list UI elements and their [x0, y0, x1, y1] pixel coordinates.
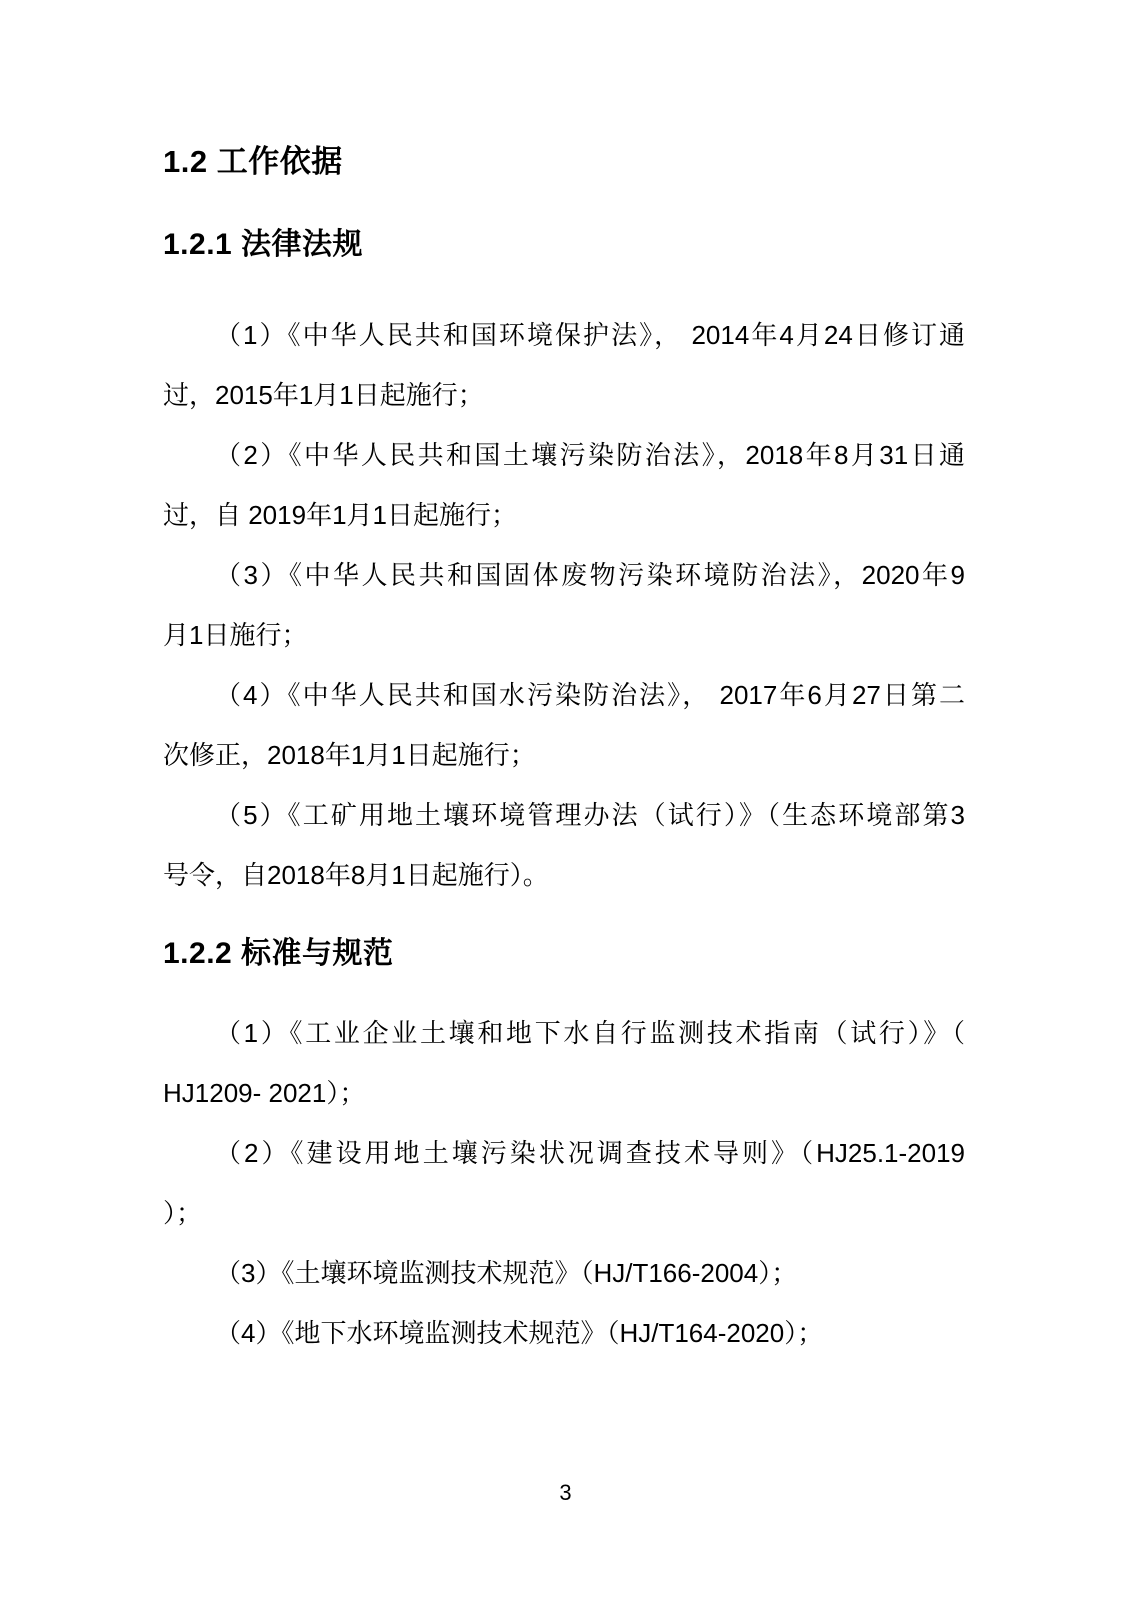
legal-item-4	[163, 665, 965, 785]
text-line: 月1日施行；	[163, 620, 308, 650]
text-line: 号令，自2018年8月1日起施行）。	[163, 860, 549, 890]
standards-item-1	[163, 1003, 965, 1123]
text-line: （4）《中华人民共和国水污染防治法》， 2017年6月27日第二	[215, 680, 965, 710]
text-line: （3）《土壤环境监测技术规范》（HJ/T166-2004）；	[215, 1258, 798, 1288]
legal-item-2	[163, 425, 965, 545]
text-line: （2）《建设用地土壤污染状况调查技术导则》（HJ25.1-2019	[215, 1138, 965, 1168]
text-line: （1）《工业企业土壤和地下水自行监测技术指南（试行）》（	[215, 1018, 965, 1048]
legal-item-5	[163, 785, 965, 905]
legal-items-block	[163, 305, 965, 905]
legal-item-3	[163, 545, 965, 665]
text-line: （3）《中华人民共和国固体废物污染环境防治法》，2020年9	[215, 560, 965, 590]
subsection-heading-1-2-1: 1.2.1 法律法规	[163, 228, 364, 261]
standards-item-3	[163, 1243, 965, 1303]
section-heading-1-2: 1.2 工作依据	[163, 144, 343, 179]
text-line: HJ1209- 2021）；	[163, 1078, 366, 1108]
standards-items-block	[163, 1003, 965, 1363]
text-line: ）；	[163, 1198, 203, 1228]
text-line: （5）《工矿用地土壤环境管理办法（试行）》（生态环境部第3	[215, 800, 965, 830]
standards-item-2	[163, 1123, 965, 1243]
text-line: （1）《中华人民共和国环境保护法》， 2014年4月24日修订通	[215, 320, 965, 350]
subsection-heading-1-2-2: 1.2.2 标准与规范	[163, 937, 394, 970]
text-line: （2）《中华人民共和国土壤污染防治法》，2018年8月31日通	[215, 440, 965, 470]
page-number: 3	[559, 1480, 572, 1505]
standards-item-4	[163, 1303, 965, 1363]
text-line: （4）《地下水环境监测技术规范》（HJ/T164-2020）；	[215, 1318, 824, 1348]
text-line: 过，自 2019年1月1日起施行；	[163, 500, 517, 530]
legal-item-1	[163, 305, 965, 425]
text-line: 次修正，2018年1月1日起施行；	[163, 740, 536, 770]
text-line: 过，2015年1月1日起施行；	[163, 380, 484, 410]
